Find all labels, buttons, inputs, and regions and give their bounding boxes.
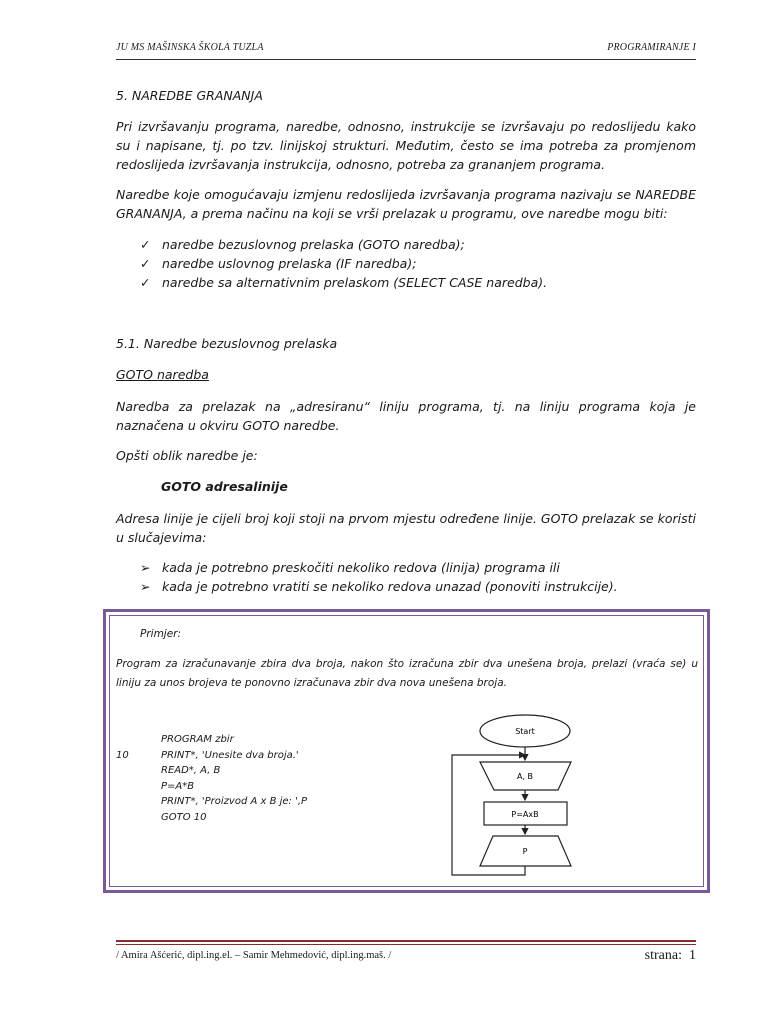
flowchart-start-label: Start [515, 727, 535, 736]
example-label: Primjer: [140, 628, 182, 640]
flowchart-process-label: P=AxB [511, 810, 539, 819]
page-label: strana: [644, 948, 682, 963]
code-line: P=A*B [161, 780, 195, 792]
page-header [116, 40, 696, 56]
course-name: PROGRAMIRANJE I [607, 42, 696, 53]
flowchart-output-label: P [522, 847, 528, 856]
code-line: READ*, A, B [161, 765, 221, 776]
arrow-bullet-icon: ➢ [140, 579, 151, 594]
code-line: PRINT*, 'Proizvod A x B je: ',P [161, 796, 308, 807]
code-line: GOTO 10 [161, 811, 207, 823]
page-number-box [645, 948, 696, 964]
school-name: JU MS MAŠINSKA ŠKOLA TUZLA [116, 42, 264, 53]
section-paragraph-1: Pri izvršavanju programa, naredbe, odnosno, instrukcije se izvršavaju po redoslijedu kako su i napisane, tj. po tzv. linijskoj strukturi. Međutim, često se ima potreba za promjenom redoslijeda izvršavanja instrukcija, odnosno, potreba za grananjem programa. [116, 119, 696, 172]
example-description: Program za izračunavanje zbira dva broja, nakon što izračuna zbir dva unešena broja, prelazi (vraća se) u liniju za unos brojeva te ponovno izračunava zbir dva nova unešena broja. [116, 658, 698, 689]
section-paragraph-2: Naredbe koje omogućavaju izmjenu redoslijeda izvršavanja programa nazivaju se NAREDBE GRANANJA, a prema načinu na koji se vrši prelazak u programu, ove naredbe mogu biti: [116, 187, 696, 221]
checkmark-icon: ✓ [140, 275, 151, 290]
check-item: ✓ naredbe bezuslovnog prelaska (GOTO naredba); [140, 237, 465, 252]
check-item: ✓ naredbe uslovnog prelaska (IF naredba); [140, 256, 417, 271]
page-footer: / Amira Ašćerić, dipl.ing.el. – Samir Mehmedović, dipl.ing.maš. / strana: 1 [116, 948, 696, 963]
goto-heading: GOTO naredba [116, 367, 209, 382]
code-block [161, 732, 307, 825]
goto-paragraph-3: Adresa linije je cijeli broj koji stoji na prvom mjestu određene linije. GOTO prelazak se koristi u slučajevima: [116, 511, 696, 545]
flowchart-input-label: A, B [516, 772, 534, 781]
arrow-item: ➢ kada je potrebno vratiti se nekoliko redova unazad (ponoviti instrukcije). [140, 579, 618, 594]
footer-divider [116, 940, 696, 942]
header-divider [116, 59, 696, 60]
footer-authors: Amira Ašćerić, dipl.ing.el. – Samir Mehmedović, dipl.ing.maš. [120, 950, 386, 961]
section-title: 5. NAREDBE GRANANJA [116, 88, 263, 103]
checkmark-icon: ✓ [140, 237, 151, 252]
arrow-item: ➢ kada je potrebno preskočiti nekoliko redova (linija) programa ili [140, 560, 560, 575]
page-number: 1 [689, 948, 696, 963]
goto-syntax: GOTO adresalinije [161, 479, 288, 494]
subsection-title: 5.1. Naredbe bezuslovnog prelaska [116, 336, 338, 351]
code-line: PRINT*, 'Unesite dva broja.' [161, 749, 299, 761]
checkmark-icon: ✓ [140, 256, 151, 271]
arrow-bullet-icon: ➢ [140, 560, 151, 575]
flowchart [440, 708, 590, 888]
code-line: PROGRAM zbir [161, 734, 234, 745]
check-item: ✓ naredbe sa alternativnim prelaskom (SELECT CASE naredba). [140, 275, 548, 290]
goto-paragraph-1: Naredba za prelazak na „adresiranu“ liniju programa, tj. na liniju programa koja je naznačena u okviru GOTO naredbe. [116, 399, 696, 433]
goto-paragraph-2: Opšti oblik naredbe je: [116, 448, 258, 463]
code-line-number: 10 [116, 750, 129, 761]
